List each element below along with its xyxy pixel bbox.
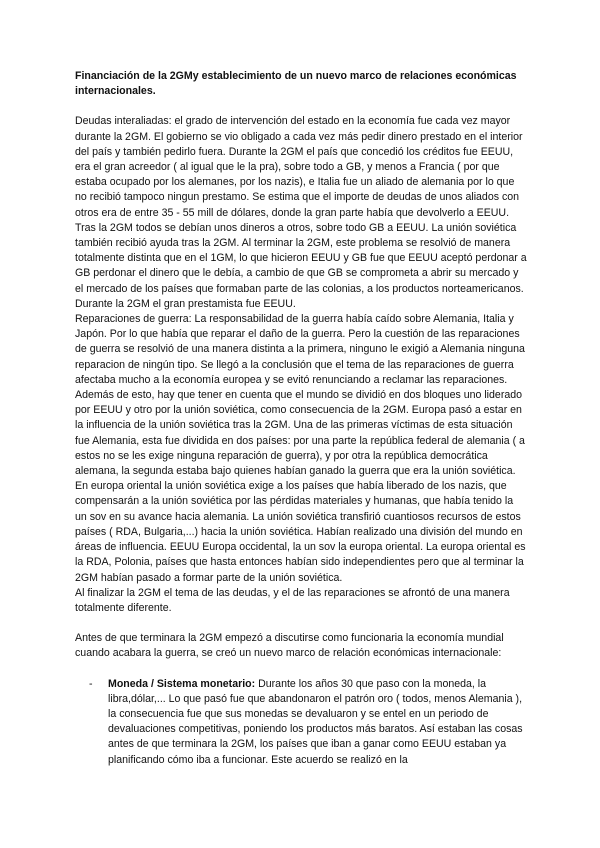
paragraph-nuevo-marco: Antes de que terminara la 2GM empezó a discutirse como funcionaria la economía mundial cuando acabara la guerra, se creó un nuevo marco de relación económicas internacionale: xyxy=(75,632,504,660)
document-title: Financiación de la 2GMy establecimiento de un nuevo marco de relaciones económicas internacionales. xyxy=(75,70,517,98)
list-item xyxy=(75,677,527,768)
bullet-list xyxy=(75,677,527,768)
paragraph-spacer xyxy=(75,616,527,631)
document-body xyxy=(75,69,527,768)
list-item-text: Durante los años 30 que paso con la moneda, la libra,dólar,... Lo que pasó fue que abandonaron el patrón oro ( todos, menos Alemania ), la consecuencia fue que sus monedas se devaluaron y se entel en un periodo de devaluaciones competitivas, poniendo los productos más baratos. Así estaban las cosas antes de que terminara la 2GM, los países que iban a ganar como EEUU estaban ya planificando cómo iba a funcionar. Este acuerdo se realizó en la xyxy=(108,677,523,766)
list-item-lead: Moneda / Sistema monetario: xyxy=(108,677,256,690)
bullet-dash: - xyxy=(89,677,93,690)
paragraph-conclusion: Al finalizar la 2GM el tema de las deudas, y el de las reparaciones se afrontó de una manera totalmente diferente. xyxy=(75,586,510,614)
paragraph-reparaciones-de-guerra: Reparaciones de guerra: La responsabilidad de la guerra había caído sobre Alemania, Italia y Japón. Por lo que había que reparar el daño de la guerra. Pero la cuestión de las reparaciones de guerra se resolvió de una manera distinta a la primera, ninguno le exigió a Alemania ninguna reparacion de ningún tipo. Se llegó a la conclusión que el tema de las reparaciones de guerra afectaba mucho a la economía europea y se evitó renunciando a reclamar las reparaciones. Además de esto, hay que tener en cuenta que el mundo se dividió en dos bloques uno liderado por EEUU y otro por la unión soviética, como consecuencia de la 2GM. Europa pasó a estar en la influencia de la unión soviética tras la 2GM. Una de las primeras víctimas de esta situación fue Alemania, esta fue dividida en dos países: por una parte la república federal de alemania ( a estos no se les exige ninguna reparación de guerra), y por otra la república democrática alemana, la segunda estaba bajo quienes habían ganado la guerra que era la unión soviética. En europa oriental la unión soviética exige a los países que había liberado de los nazis, que compensarán a la unión soviética por las pérdidas materiales y humanas, que había tenido la un sov en su avance hacia alemania. La unión soviética transfirió cuantiosos recursos de estos países ( RDA, Bulgaria,...) hacia la unión soviética. Habían realizado una división del mundo en áreas de influencia. EEUU Europa occidental, la un sov la europa oriental. La europa oriental es la RDA, Polonia, países que hasta entonces habían sido independientes pero que al terminar la 2GM habían pasado a formar parte de la unión soviética. xyxy=(75,313,526,584)
paragraph-deudas-interaliadas: Deudas interaliadas: el grado de intervención del estado en la economía fue cada vez mayor durante la 2GM. El gobierno se vio obligado a cada vez más pedir dinero prestado en el interior del país y también pedirlo fuera. Durante la 2GM el país que concedió los créditos fue EEUU, era el gran acreedor ( al igual que le la pra), sobre todo a GB, y menos a Francia ( por que estaba ocupado por los alemanes, por los nazis), e Italia fue un aliado de alemania por lo que no recibió tampoco ningun prestamo. Se estima que el importe de deudas de unos aliados con otros era de entre 35 - 55 mill de dólares, donde la gran parte había que devolverlo a EEUU. Tras la 2GM todos se debían unos dineros a otros, sobre todo GB a EEUU. La unión soviética también recibió ayuda tras la 2GM. Al terminar la 2GM, este problema se resolvió de manera totalmente distinta que en el 1GM, lo que hicieron EEUU y GB fue que EEUU aceptó perdonar a GB perdonar el dinero que le debía, a cambio de que GB se comprometa a abrir su mercado y el mercado de los países que formaban parte de las colonias, a los productos norteamericanos. Durante la 2GM el gran prestamista fue EEUU. xyxy=(75,115,527,310)
